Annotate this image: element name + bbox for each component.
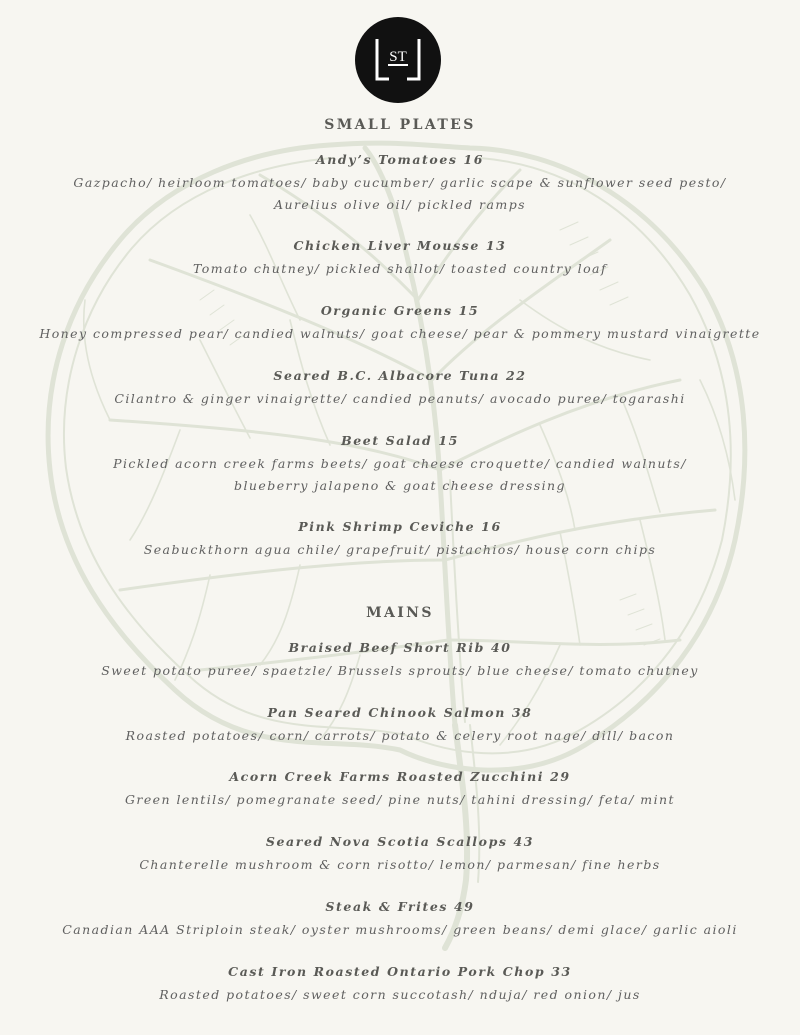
menu-item: [0, 366, 800, 410]
menu-item-description-line: blueberry jalapeno & goat cheese dressing: [234, 477, 566, 493]
menu-item-description-line: Honey compressed pear/ candied walnuts/ goat cheese/ pear & pommery mustard vinaigrette: [39, 326, 761, 341]
menu-item-name: Andy’s Tomatoes 16: [315, 152, 485, 167]
menu-item-description: [0, 172, 800, 215]
restaurant-logo: [355, 17, 441, 103]
menu-item: [0, 638, 800, 682]
menu-item: [0, 703, 800, 747]
menu-item-description-line: Roasted potatoes/ corn/ carrots/ potato & celery root nage/ dill/ bacon: [125, 728, 675, 743]
menu-item-name: Braised Beef Short Rib 40: [288, 640, 512, 655]
menu-item-name: Pink Shrimp Ceviche 16: [298, 519, 502, 534]
menu-item-description: [0, 919, 800, 941]
menu-item: [0, 767, 800, 811]
menu-item-description-line: Seabuckthorn agua chile/ grapefruit/ pistachios/ house corn chips: [143, 542, 657, 557]
menu-item-name: Chicken Liver Mousse 13: [293, 238, 507, 253]
menu-item-description-line: Pickled acorn creek farms beets/ goat cheese croquette/ candied walnuts/: [113, 456, 687, 471]
menu-item-name: Seared B.C. Albacore Tuna 22: [273, 368, 527, 383]
menu-item-description: [0, 539, 800, 561]
menu-item-description: [0, 725, 800, 747]
menu-item: [0, 897, 800, 941]
menu-item-description: [0, 258, 800, 280]
menu-item-description-line: Green lentils/ pomegranate seed/ pine nuts/ tahini dressing/ feta/ mint: [124, 792, 676, 807]
menu-item-description: [0, 789, 800, 811]
menu-item: [0, 832, 800, 876]
menu-item-description: [0, 854, 800, 876]
menu-item: [0, 301, 800, 345]
section-title-small-plates: SMALL PLATES: [324, 117, 476, 133]
menu-item-name: Pan Seared Chinook Salmon 38: [267, 705, 533, 720]
menu-item-description: [0, 660, 800, 682]
menu-item-description: [0, 984, 800, 1006]
menu-item-description-line: Canadian AAA Striploin steak/ oyster mushrooms/ green beans/ demi glace/ garlic aioli: [62, 922, 738, 937]
section-title-mains: MAINS: [366, 605, 434, 621]
menu-item-name: Organic Greens 15: [320, 303, 480, 318]
menu-item: [0, 431, 800, 496]
menu-item: [0, 236, 800, 280]
menu-item-description-line: Aurelius olive oil/ pickled ramps: [273, 196, 527, 212]
menu-item-name: Beet Salad 15: [341, 433, 459, 448]
logo-mark-icon: [355, 17, 441, 103]
logo-text: ST: [389, 49, 407, 65]
menu-item-description-line: Roasted potatoes/ sweet corn succotash/ nduja/ red onion/ jus: [159, 987, 641, 1002]
menu-item: [0, 962, 800, 1006]
menu-item-name: Seared Nova Scotia Scallops 43: [265, 834, 535, 849]
menu-item-name: Acorn Creek Farms Roasted Zucchini 29: [229, 769, 571, 784]
menu-item: [0, 517, 800, 561]
menu-item-description: [0, 323, 800, 345]
menu-item-description-line: Cilantro & ginger vinaigrette/ candied peanuts/ avocado puree/ togarashi: [114, 391, 686, 406]
menu-item-name: Cast Iron Roasted Ontario Pork Chop 33: [228, 964, 572, 979]
menu-item-description-line: Chanterelle mushroom & corn risotto/ lemon/ parmesan/ fine herbs: [139, 857, 661, 872]
menu-item-description: [0, 453, 800, 496]
menu-item-description-line: Sweet potato puree/ spaetzle/ Brussels sprouts/ blue cheese/ tomato chutney: [101, 663, 699, 678]
menu-item-description: [0, 388, 800, 410]
menu-item-name: Steak & Frites 49: [325, 899, 475, 914]
menu-item-description-line: Gazpacho/ heirloom tomatoes/ baby cucumber/ garlic scape & sunflower seed pesto/: [73, 175, 727, 190]
menu-item-description-line: Tomato chutney/ pickled shallot/ toasted country loaf: [192, 261, 608, 276]
menu-item: [0, 150, 800, 215]
